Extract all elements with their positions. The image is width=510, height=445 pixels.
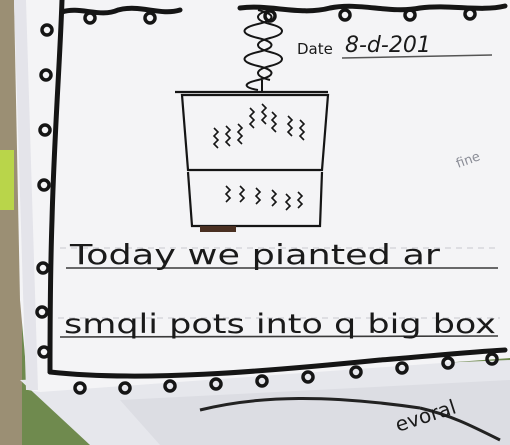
sentence-line-2: smqli pots into q big box bbox=[64, 309, 497, 340]
green-object bbox=[0, 150, 14, 210]
sentence-line-1: Today we pianted ar bbox=[68, 238, 441, 271]
date-label: Date bbox=[297, 40, 333, 58]
date-value: 8-d-201 bbox=[345, 33, 431, 58]
drawing-soil-mark bbox=[200, 226, 236, 232]
under-sheet-text: evoral bbox=[392, 394, 459, 437]
teacher-mark: fine bbox=[454, 149, 483, 172]
